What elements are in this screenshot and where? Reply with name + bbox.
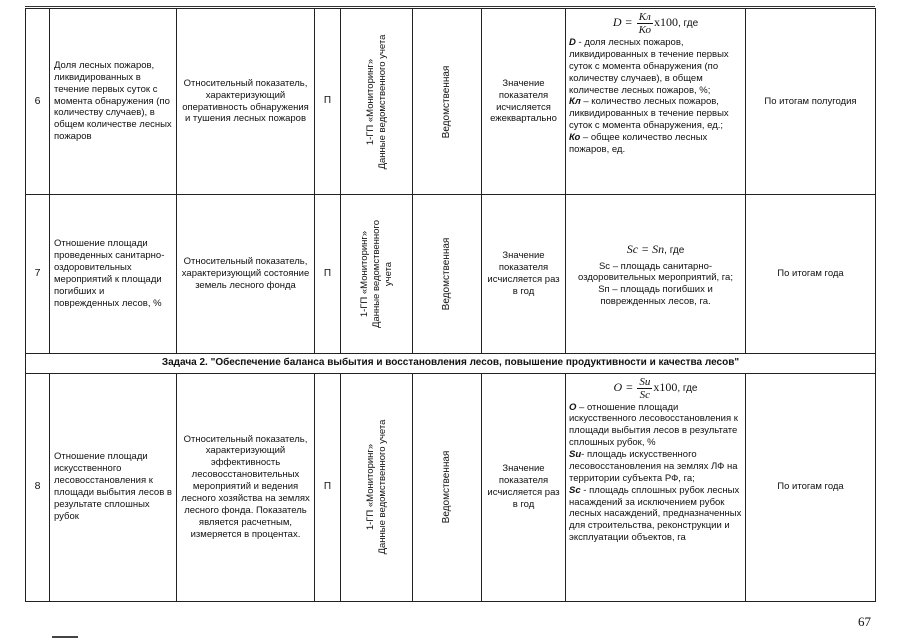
formula-expression: Sc = Sn [626, 242, 665, 256]
definition [569, 132, 742, 156]
task-header: Задача 2. "Обеспечение баланса выбытия и восстановления лесов, повышение продуктивности и качества лесов" [26, 354, 876, 374]
formula-rest: x100 [654, 15, 678, 30]
calc-frequency: Значение показателя исчисляется ежеквартально [482, 9, 566, 195]
fraction-denominator: Ко [638, 24, 651, 36]
source-line: 1-ГП «Мониторинг» [364, 58, 376, 145]
definition [569, 37, 742, 96]
definition-text: – общее количество лесных пожаров, ед. [569, 132, 708, 155]
definition [569, 402, 742, 450]
definition: Sc – площадь санитарно-оздоровительных мероприятий, га; [578, 260, 733, 284]
formula: D = $\frac{Кл}{Ко}$ x100, где [612, 11, 699, 36]
data-source [341, 373, 413, 601]
source-line: 1-ГП «Мониторинг» [364, 443, 376, 531]
definition [569, 485, 742, 544]
definition-text: – отношение площади искусственного лесовосстановления к площади выбытия лесов в результате сплошных рубок, % [569, 401, 738, 449]
table-row-6 [26, 9, 876, 195]
bottom-mark [52, 636, 78, 638]
row-number: 7 [26, 195, 50, 354]
definition [569, 96, 742, 132]
definition-symbol: D [569, 37, 576, 48]
formula [569, 242, 742, 258]
formula-fraction [637, 376, 652, 401]
data-source-text [359, 220, 395, 328]
fraction-numerator: Кл [637, 11, 653, 24]
reporting-level [413, 373, 482, 601]
calc-frequency: Значение показателя исчисляется раз в год [482, 373, 566, 601]
formula-lhs: D [612, 15, 622, 30]
indicator-type: П [315, 195, 341, 354]
source-line: учета [382, 261, 394, 287]
definition-text: - площадь искусственного лесовосстановления на землях ЛФ на территории субъекта РФ, га; [569, 449, 738, 484]
definition-symbol: Sc [569, 484, 581, 496]
top-border-line [25, 6, 875, 7]
reporting-level-text: Ведомственная [440, 65, 452, 138]
data-source [341, 195, 413, 354]
calc-frequency: Значение показателя исчисляется раз в год [482, 195, 566, 354]
definition-symbol: Su [569, 449, 582, 460]
indicator-name: Отношение площади проведенных санитарно-оздоровительных мероприятий к площади погибших и поврежденных лесов, % [50, 195, 177, 354]
row-number: 6 [26, 9, 50, 195]
indicators-table [25, 8, 876, 602]
table-row-8 [26, 373, 876, 601]
indicator-description: Относительный показатель, характеризующий эффективность лесовосстановительных мероприятий и ведения лесного хозяйства на землях лесного фонда. Показатель является расчетным, измеряется в процентах. [177, 373, 315, 601]
formula-where: , где [664, 245, 685, 256]
calc-formula [566, 195, 746, 354]
page-number: 67 [858, 614, 871, 629]
source-line: Данные ведомственного учета [376, 419, 388, 555]
data-source-text [365, 420, 389, 555]
formula: O = $\frac{Su}{Sc}$ x100, где [613, 375, 698, 401]
reporting-period: По итогам года [746, 195, 876, 354]
reporting-level [413, 195, 482, 354]
definition-symbol: О [569, 401, 577, 413]
indicator-description: Относительный показатель, характеризующий состояние земель лесного фонда [177, 195, 315, 354]
data-source-text [365, 34, 389, 169]
definition: Sп – площадь погибших и поврежденных лесов, га. [598, 284, 713, 308]
fraction-numerator: Su [639, 375, 651, 388]
task-header-row [26, 354, 876, 374]
definition-symbol: Ко [569, 132, 581, 143]
source-line: 1-ГП «Мониторинг» [358, 230, 370, 318]
formula-where: , где [677, 382, 698, 394]
definition-text: – количество лесных пожаров, ликвидированных в течение первых суток с момента обнаружения, ед.; [569, 96, 729, 132]
calc-formula [566, 373, 746, 601]
formula-where: , где [678, 18, 699, 30]
definition-symbol: Кл [569, 96, 581, 108]
reporting-period: По итогам года [746, 373, 876, 601]
row-number: 8 [26, 373, 50, 601]
table-row-7 [26, 195, 876, 354]
reporting-level [413, 9, 482, 195]
reporting-level-text: Ведомственная [440, 450, 452, 524]
fraction-denominator: Sc [639, 388, 650, 401]
indicator-name: Доля лесных пожаров, ликвидированных в течение первых суток с момента обнаружения (по количеству случаев), в общем количестве лесных пожаров [50, 9, 177, 195]
data-source [341, 9, 413, 195]
definition-text: - площадь сплошных рубок лесных насаждений за исключением рубок лесных насаждений, предназначенных для строительства, реконструкции и эксплуатации объектов, га [569, 484, 742, 544]
definition [569, 449, 742, 485]
indicator-description: Относительный показатель, характеризующий оперативность обнаружения и тушения лесных пожаров [177, 9, 315, 195]
indicator-type: П [315, 9, 341, 195]
reporting-period: По итогам полугодия [746, 9, 876, 195]
formula-fraction [637, 11, 653, 36]
source-line: Данные ведомственного [370, 220, 382, 328]
reporting-level-text: Ведомственная [440, 237, 452, 311]
indicator-type: П [315, 373, 341, 601]
calc-formula [566, 9, 746, 195]
indicator-name: Отношение площади искусственного лесовосстановления к площади выбытия лесов в результате сплошных рубок [50, 373, 177, 601]
formula-rest: x100 [653, 379, 678, 394]
formula-lhs: O [613, 379, 623, 394]
definition-text: - доля лесных пожаров, ликвидированных в течение первых суток с момента обнаружения (по количеству случаев), в общем количестве лесных пожаров, %; [569, 37, 729, 96]
source-line: Данные ведомственного учета [376, 34, 388, 169]
